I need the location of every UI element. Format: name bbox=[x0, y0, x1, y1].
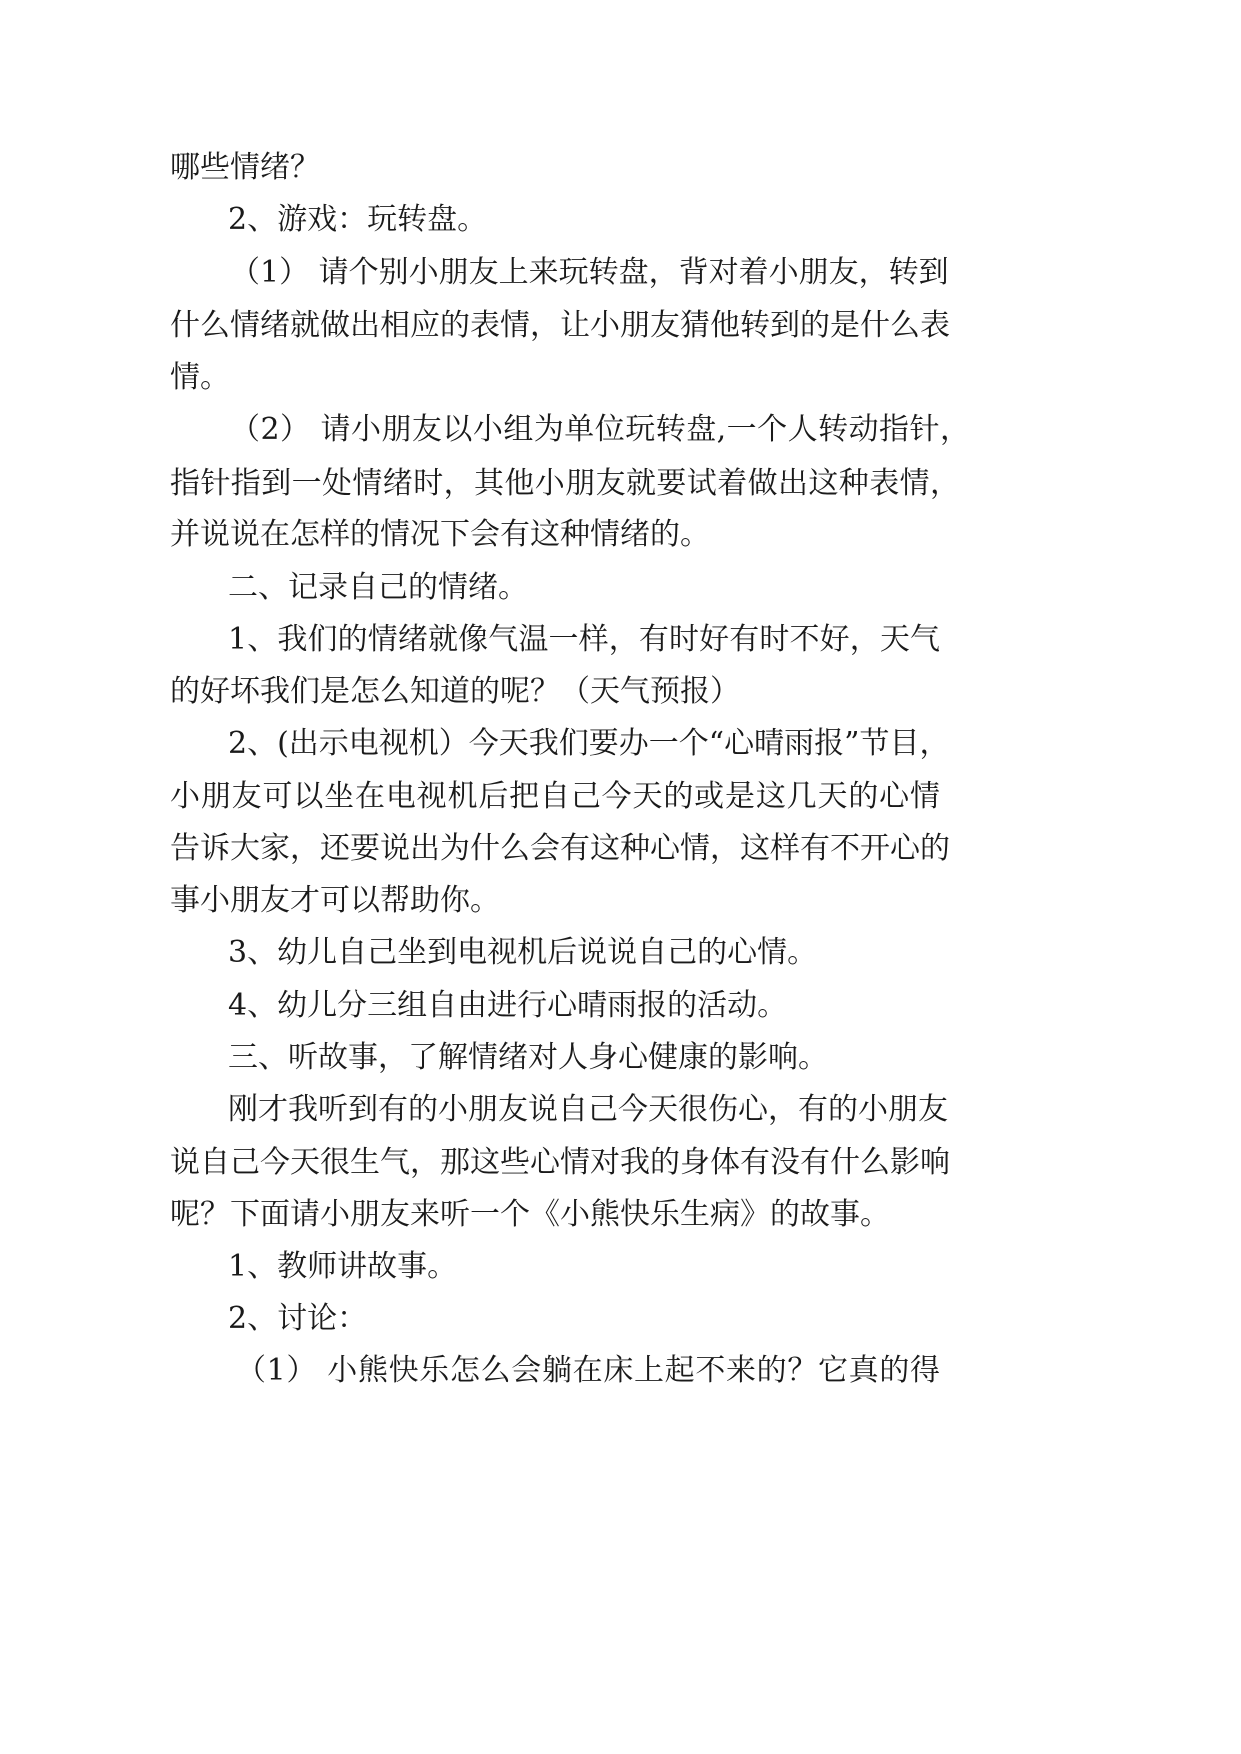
text-line-8: 并说说在怎样的情况下会有这种情绪的。 bbox=[170, 517, 710, 552]
text-line-6: （2） 请小朋友以小组为单位玩转盘,一个人转动指针， bbox=[230, 412, 970, 447]
text-line-11: 的好坏我们是怎么知道的呢？（天气预报） bbox=[170, 674, 740, 709]
text-line-5: 情。 bbox=[170, 360, 230, 395]
text-line-23: 2、讨论： bbox=[228, 1301, 368, 1336]
text-line-17: 4、幼儿分三组自由进行心晴雨报的活动。 bbox=[228, 988, 788, 1023]
text-line-2: 2、游戏：玩转盘。 bbox=[228, 202, 488, 237]
text-line-3: （1） 请个别小朋友上来玩转盘，背对着小朋友，转到 bbox=[230, 255, 949, 290]
text-line-9: 二、记录自己的情绪。 bbox=[228, 570, 528, 605]
text-line-20: 说自己今天很生气，那这些心情对我的身体有没有什么影响 bbox=[170, 1145, 950, 1180]
text-line-19: 刚才我听到有的小朋友说自己今天很伤心，有的小朋友 bbox=[228, 1092, 948, 1127]
text-line-15: 事小朋友才可以帮助你。 bbox=[170, 883, 500, 918]
text-line-16: 3、幼儿自己坐到电视机后说说自己的心情。 bbox=[228, 935, 818, 970]
text-line-21: 呢？下面请小朋友来听一个《小熊快乐生病》的故事。 bbox=[170, 1197, 890, 1232]
text-line-14: 告诉大家，还要说出为什么会有这种心情，这样有不开心的 bbox=[170, 831, 950, 866]
text-line-13: 小朋友可以坐在电视机后把自己今天的或是这几天的心情 bbox=[170, 779, 940, 814]
text-line-4: 什么情绪就做出相应的表情，让小朋友猜他转到的是什么表 bbox=[170, 308, 950, 343]
text-line-24: （1） 小熊快乐怎么会躺在床上起不来的？它真的得 bbox=[236, 1353, 940, 1388]
text-line-12: 2、(出示电视机）今天我们要办一个“心晴雨报”节目， bbox=[228, 726, 950, 761]
text-line-10: 1、我们的情绪就像气温一样，有时好有时不好，天气 bbox=[228, 622, 940, 657]
text-line-18: 三、听故事，了解情绪对人身心健康的影响。 bbox=[228, 1040, 828, 1075]
text-line-7: 指针指到一处情绪时，其他小朋友就要试着做出这种表情， bbox=[170, 466, 960, 501]
text-line-1: 哪些情绪？ bbox=[170, 150, 320, 185]
text-line-22: 1、教师讲故事。 bbox=[228, 1249, 458, 1284]
